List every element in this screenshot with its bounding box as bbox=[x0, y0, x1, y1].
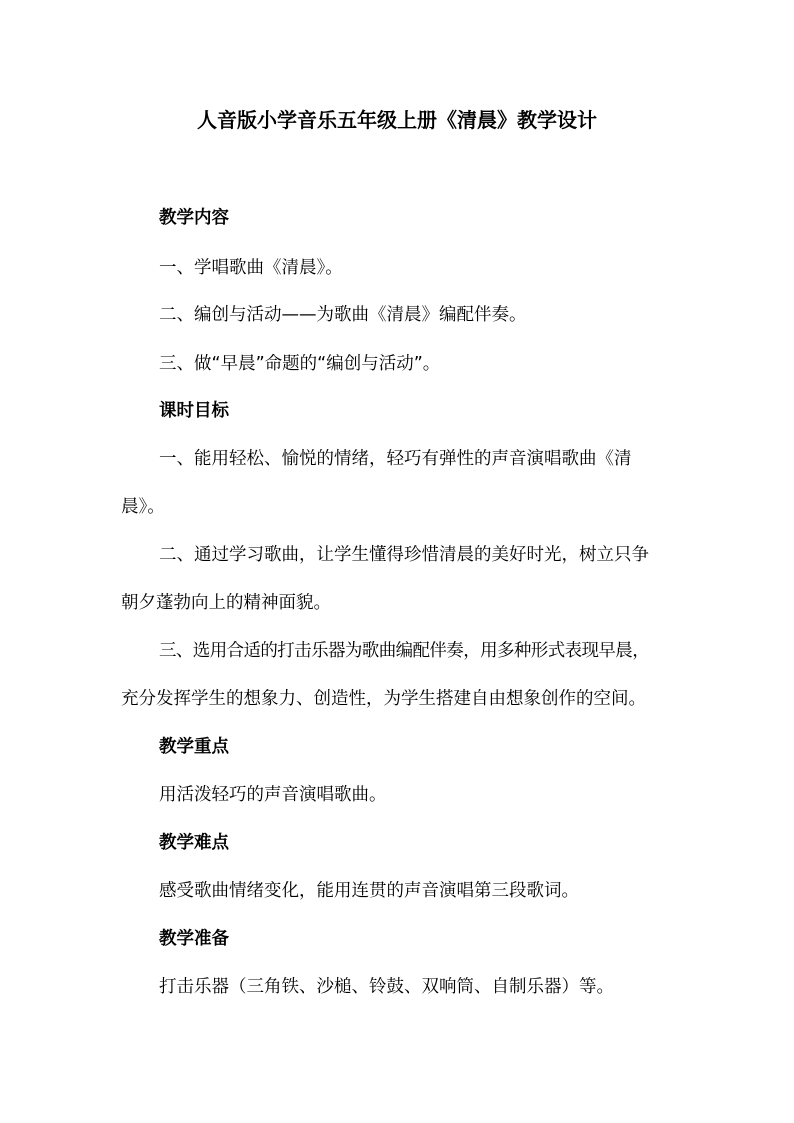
section-heading-content: 教学内容 bbox=[159, 208, 229, 228]
preparation-text: 打击乐器（三角铁、沙槌、铃鼓、双响筒、自制乐器）等。 bbox=[159, 977, 614, 997]
objective-3-line-1: 三、选用合适的打击乐器为歌曲编配伴奏，用多种形式表现早晨， bbox=[159, 641, 650, 661]
objective-1-line-1: 一、能用轻松、愉悦的情绪，轻巧有弹性的声音演唱歌曲《清 bbox=[159, 449, 632, 469]
key-points-text: 用活泼轻巧的声音演唱歌曲。 bbox=[159, 785, 387, 805]
content-item-3: 三、做“早晨”命题的“编创与活动”。 bbox=[159, 354, 441, 374]
document-title: 人音版小学音乐五年级上册《清晨》教学设计 bbox=[197, 108, 597, 132]
section-heading-preparation: 教学准备 bbox=[159, 929, 229, 949]
objective-3-line-2: 充分发挥学生的想象力、创造性，为学生搭建自由想象创作的空间。 bbox=[121, 689, 646, 709]
content-item-1: 一、学唱歌曲《清晨》。 bbox=[159, 258, 343, 278]
objective-2-line-1: 二、通过学习歌曲，让学生懂得珍惜清晨的美好时光，树立只争 bbox=[159, 545, 649, 565]
content-item-2: 二、编创与活动——为歌曲《清晨》编配伴奏。 bbox=[159, 305, 527, 325]
objective-2-line-2: 朝夕蓬勃向上的精神面貌。 bbox=[121, 593, 331, 613]
section-heading-key-points: 教学重点 bbox=[159, 737, 229, 757]
difficulties-text: 感受歌曲情绪变化，能用连贯的声音演唱第三段歌词。 bbox=[159, 881, 579, 901]
section-heading-difficulties: 教学难点 bbox=[159, 833, 229, 853]
objective-1-line-2: 晨》。 bbox=[121, 497, 165, 517]
section-heading-objectives: 课时目标 bbox=[159, 401, 229, 421]
